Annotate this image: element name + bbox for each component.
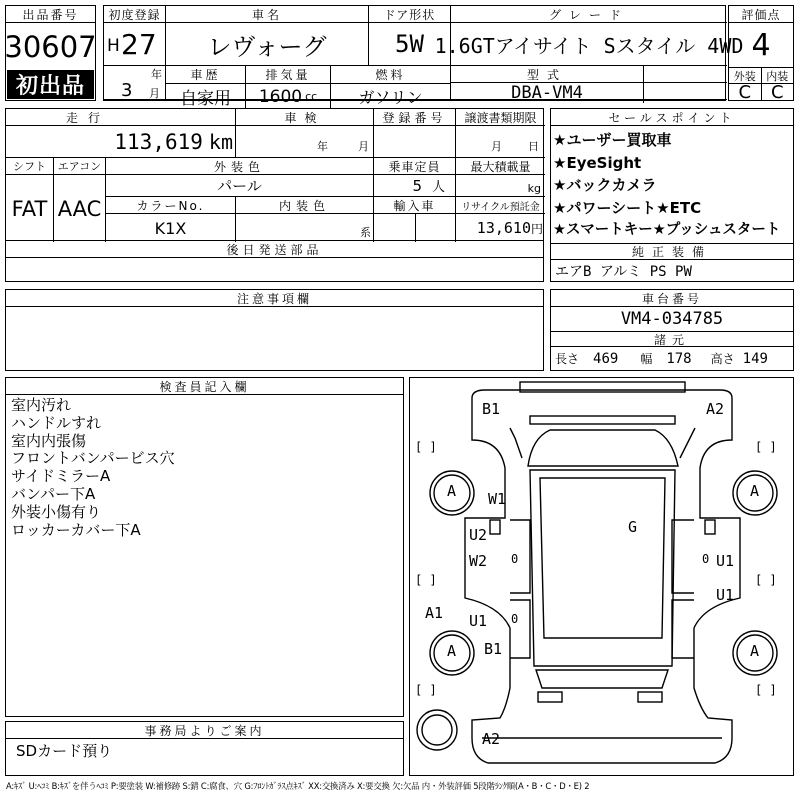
sales-list — [551, 126, 793, 243]
mark-w2: W2 — [469, 552, 488, 570]
sales-item: ★スマートキー★プッシュスタート — [553, 222, 781, 238]
recycle — [456, 214, 545, 242]
shift: FAT — [6, 175, 54, 242]
capacity-value: 5 — [412, 176, 422, 195]
fuel-label: 燃料 — [331, 66, 450, 84]
shift-label: シフト — [6, 158, 54, 175]
inspector-line: フロントバンパービス穴 — [11, 449, 175, 468]
rear-window — [536, 670, 668, 688]
ac-label: エアコン — [54, 158, 106, 175]
mileage — [6, 126, 236, 158]
bracket-left-rear: [ ] — [415, 573, 437, 587]
fuel: ガソリン — [358, 88, 423, 107]
ext-rating: C — [729, 84, 762, 100]
capacity — [374, 175, 456, 197]
inspector-lines — [6, 395, 403, 539]
header-table — [103, 5, 744, 109]
chassis-number: VM4-034785 — [620, 309, 724, 329]
car-name-label: 車名 — [166, 6, 369, 23]
rear-doors — [510, 600, 694, 658]
tire-rr-mark: A — [750, 642, 760, 660]
front-bumper-outline — [472, 390, 732, 426]
later-parts-label: 後日発送部品 — [6, 241, 543, 258]
cabin-roof — [540, 478, 665, 638]
bracket-right-front: [ ] — [755, 440, 777, 454]
rear-bumper-right — [638, 692, 662, 702]
grade-label: グレード — [451, 6, 727, 23]
color-no: K1X — [106, 214, 236, 242]
equipment: エアB アルミ PS PW — [555, 263, 692, 280]
grade: 1.6GTアイサイト Sスタイル 4WD — [451, 23, 727, 66]
sales-points — [550, 108, 794, 282]
color-label: 外装色 — [106, 158, 374, 175]
bracket-right-rear: [ ] — [755, 573, 777, 587]
front-grille — [530, 416, 675, 424]
sales-item: ★パワーシート★ETC — [553, 198, 702, 217]
sales-item: ★バックカメラ — [553, 176, 657, 194]
reg-month-value: 3 — [121, 80, 133, 101]
reg-month — [104, 66, 166, 100]
right-mirror — [705, 520, 715, 534]
later-parts — [5, 241, 544, 282]
equip-label: 純正装備 — [551, 243, 793, 260]
disp-value: 1600 — [258, 86, 303, 107]
reg-date-label: 初度登録 — [104, 6, 166, 23]
door-label: ドア形状 — [369, 6, 451, 23]
inspector-line: サイドミラーA — [11, 467, 111, 486]
transfer-label: 譲渡書類期限 — [456, 109, 545, 126]
sales-item: ★ユーザー買取車 — [553, 131, 672, 149]
color-no-label: カラーNo. — [106, 197, 236, 214]
spare-tire-circle — [417, 710, 457, 750]
inspector-line: 外装小傷有り — [11, 502, 102, 521]
height: 149 — [742, 350, 768, 367]
dimensions — [551, 347, 793, 370]
reg-year — [104, 23, 166, 66]
mark-a1: A1 — [425, 604, 444, 622]
sales-label: セールスポイント — [551, 109, 793, 126]
mark-w1: W1 — [488, 490, 507, 508]
month-unit: 月 — [149, 87, 160, 100]
load-label: 最大積載量 — [456, 158, 545, 175]
insp-year-unit: 年 — [317, 140, 328, 153]
history-label: 車歴 — [166, 66, 246, 84]
reg-no — [374, 126, 456, 158]
notes-box — [5, 289, 544, 371]
history: 自家用 — [166, 84, 246, 109]
mileage-label: 走行 — [6, 109, 236, 126]
int-rating: C — [770, 81, 784, 103]
legend: A:ｷｽﾞ U:ﾍｺﾐ B:ｷｽﾞを伴うﾍｺﾐ P:要塗装 W:補修跡 S:錆 C:腐食、穴 G:ﾌﾛﾝﾄｶﾞﾗｽ点ｷｽﾞ XX:交換済み X:要交換 欠:欠品 内・外装評価 5段階ﾗﾝｸ順(A・B・C・D・E) 2 — [6, 781, 590, 791]
car-outline — [410, 378, 793, 775]
inspection-date — [236, 126, 374, 158]
inspector-box — [5, 377, 404, 717]
int-label: 内装 — [766, 69, 789, 83]
model: DBA-VM4 — [451, 83, 644, 103]
door-type: 5W — [369, 23, 451, 66]
mark-u1-left: U1 — [469, 612, 488, 630]
notes-label: 注意事項欄 — [6, 290, 543, 307]
front-doors — [510, 520, 694, 593]
lot-number: 30607 — [4, 30, 97, 64]
history-disp-fuel — [166, 66, 451, 109]
mileage-unit: km — [208, 129, 233, 154]
inspector-line: ロッカーカバー下A — [11, 520, 141, 539]
mark-g: G — [628, 518, 638, 536]
displacement — [246, 84, 331, 109]
recycle-unit: 円 — [530, 221, 543, 236]
ac: AAC — [54, 175, 106, 242]
tire-fr-mark: A — [750, 482, 760, 500]
office-text: SDカード預り — [16, 742, 113, 760]
import-label: 輸入車 — [374, 197, 456, 214]
inspection-label: 車検 — [236, 109, 374, 126]
transfer-date — [456, 126, 545, 158]
rear-bumper — [538, 692, 562, 702]
inspector-line: 室内汚れ — [11, 396, 72, 414]
reg-year-value: 27 — [121, 28, 157, 61]
mark-zero-right: 0 — [702, 552, 710, 566]
inspector-line: ハンドルすれ — [11, 413, 102, 432]
mark-b1-rear: B1 — [484, 640, 503, 658]
wid-label: 幅 — [640, 352, 653, 366]
bracket-left-front: [ ] — [415, 440, 437, 454]
inspector-label: 検査員記入欄 — [6, 378, 403, 395]
mark-a2-rear: A2 — [482, 730, 501, 748]
load-unit: kg — [527, 182, 541, 195]
capacity-unit: 人 — [431, 180, 445, 195]
mark-zero-rear: 0 — [511, 612, 519, 626]
lot-label: 出品番号 — [6, 6, 95, 23]
chassis-label: 車台番号 — [551, 290, 793, 307]
len-label: 長さ — [555, 352, 580, 366]
recycle-label: リサイクル預託金 — [456, 197, 545, 214]
score-label: 評価点 — [729, 6, 793, 23]
tire-fl-mark: A — [447, 482, 457, 500]
width: 178 — [666, 350, 692, 367]
recycle-value: 13,610 — [476, 219, 531, 237]
disp-label: 排気量 — [246, 66, 331, 84]
model-block — [451, 66, 727, 103]
load — [456, 175, 545, 197]
bracket-left-bottom: [ ] — [415, 683, 437, 697]
import-b — [416, 214, 456, 242]
cabin — [530, 470, 675, 666]
mark-u2: U2 — [469, 526, 488, 544]
car-name: レヴォーグ — [166, 23, 369, 66]
inspector-line: バンパー下A — [11, 484, 96, 503]
era: H — [107, 36, 120, 56]
tire-rl-mark: A — [447, 642, 457, 660]
year-unit: 年 — [151, 68, 162, 81]
spare-tire-inner — [422, 715, 452, 745]
mark-zero-left: 0 — [511, 552, 519, 566]
int-color-unit: 系 — [360, 226, 371, 239]
first-listing-badge: 初出品 — [7, 70, 94, 99]
sales-item: ★EyeSight — [553, 153, 642, 172]
insp-month-unit: 月 — [358, 140, 369, 153]
office-box — [5, 721, 404, 776]
mark-u1-right-a: U1 — [716, 552, 735, 570]
dims-label: 諸元 — [551, 331, 793, 347]
score: 4 — [751, 28, 771, 63]
body-outline — [465, 426, 740, 763]
model-label: 型式 — [451, 66, 644, 83]
reg-no-label: 登録番号 — [374, 109, 456, 126]
import-a — [374, 214, 416, 242]
front-windshield-frame — [510, 428, 695, 458]
exterior-color: パール — [106, 175, 374, 197]
length: 469 — [593, 350, 619, 367]
ext-label: 外装 — [729, 68, 762, 83]
chassis-box — [550, 289, 794, 371]
left-mirror — [490, 520, 500, 534]
mark-u1-right-b: U1 — [716, 586, 735, 604]
mark-a2-front: A2 — [706, 400, 725, 418]
lot-box — [5, 5, 96, 101]
transfer-day-unit: 日 — [528, 140, 539, 153]
inspector-line: 室内内張傷 — [11, 431, 87, 450]
capacity-label: 乗車定員 — [374, 158, 456, 175]
score-box — [728, 5, 794, 101]
transfer-month-unit: 月 — [491, 140, 502, 153]
hgt-label: 高さ — [710, 352, 735, 366]
mark-b1-front: B1 — [482, 400, 501, 418]
detail-table — [5, 108, 544, 241]
int-color — [236, 214, 374, 242]
int-color-label: 内装色 — [236, 197, 374, 214]
disp-unit: cc — [305, 90, 318, 103]
hood — [528, 430, 678, 466]
mileage-value: 113,619 — [114, 129, 203, 154]
office-label: 事務局よりご案内 — [6, 722, 403, 739]
damage-diagram — [409, 377, 794, 776]
bracket-right-bottom: [ ] — [755, 683, 777, 697]
